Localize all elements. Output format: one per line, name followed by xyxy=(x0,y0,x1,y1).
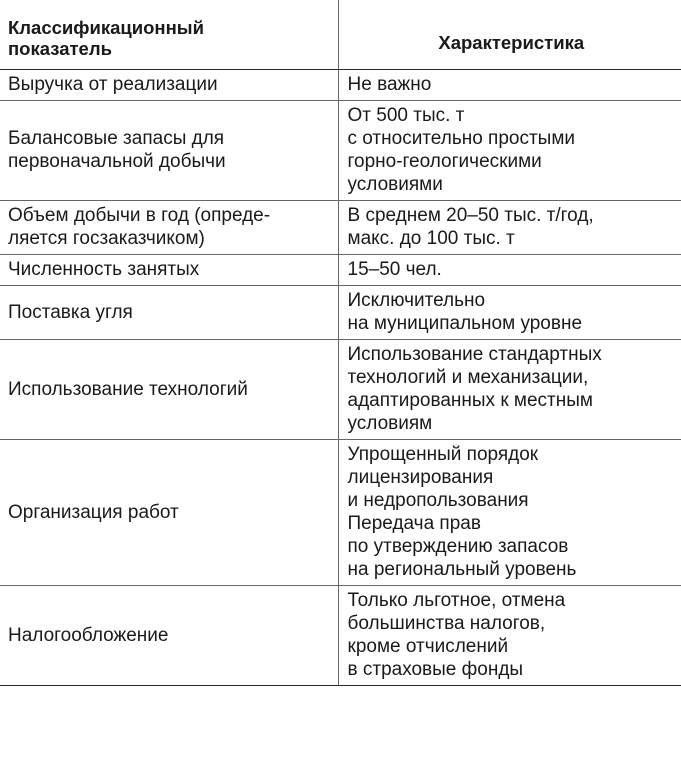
characteristic-line: по утверждению запасов xyxy=(347,536,569,557)
characteristic-line: и недропользования xyxy=(347,490,529,511)
table-row xyxy=(0,286,681,340)
indicator-text: Выручка от реализации xyxy=(8,74,218,95)
characteristic-line: В среднем 20–50 тыс. т/год, xyxy=(347,205,594,226)
characteristic-line: адаптированных к местным xyxy=(347,390,593,411)
table-header-row xyxy=(0,0,681,70)
characteristic-line: горно-геологическими xyxy=(347,151,542,172)
indicator-text: Поставка угля xyxy=(8,301,133,323)
table-row xyxy=(0,201,681,255)
indicator-text: Использование технологий xyxy=(8,378,248,400)
characteristic-line: большинства налогов, xyxy=(347,613,546,634)
indicator-text: Организация работ xyxy=(8,501,179,523)
indicator-cell xyxy=(0,255,338,286)
characteristic-cell xyxy=(338,255,681,286)
indicator-text-line-2: первоначальной добычи xyxy=(8,151,226,172)
table-row xyxy=(0,340,681,440)
characteristic-line: кроме отчислений xyxy=(347,636,509,657)
table-row xyxy=(0,586,681,686)
characteristic-line: в страховые фонды xyxy=(347,659,524,680)
characteristic-cell xyxy=(338,201,681,255)
characteristic-line: Использование стандартных xyxy=(347,344,602,365)
indicator-cell xyxy=(0,440,338,586)
characteristic-cell xyxy=(338,70,681,101)
header-indicator-line-1: Классификационный xyxy=(8,17,204,38)
characteristic-cell xyxy=(338,101,681,201)
table-row xyxy=(0,255,681,286)
indicator-text: Численность занятых xyxy=(8,259,200,280)
table-row xyxy=(0,101,681,201)
characteristic-line: на муниципальном уровне xyxy=(347,313,583,334)
header-characteristic: Характеристика xyxy=(338,0,681,70)
characteristic-cell xyxy=(338,286,681,340)
table-row xyxy=(0,440,681,586)
characteristic-line: Упрощенный порядок xyxy=(347,444,539,465)
indicator-text-line-1: Балансовые запасы для xyxy=(8,128,225,149)
characteristic-line: Только льготное, отмена xyxy=(347,590,566,611)
characteristic-line: макс. до 100 тыс. т xyxy=(347,228,515,249)
indicator-cell xyxy=(0,586,338,686)
indicator-cell xyxy=(0,70,338,101)
characteristic-line: Не важно xyxy=(347,74,432,95)
header-indicator-line-2: показатель xyxy=(8,38,112,59)
characteristic-line: технологий и механизации, xyxy=(347,367,589,388)
indicator-cell xyxy=(0,340,338,440)
characteristic-line: на региональный уровень xyxy=(347,559,577,580)
indicator-text: Налогообложение xyxy=(8,624,169,646)
header-indicator xyxy=(0,0,338,70)
characteristic-line: условиям xyxy=(347,413,433,434)
characteristic-cell xyxy=(338,440,681,586)
characteristic-line: Исключительно xyxy=(347,290,486,311)
table-row xyxy=(0,70,681,101)
indicator-cell xyxy=(0,201,338,255)
indicator-cell xyxy=(0,286,338,340)
characteristic-line: 15–50 чел. xyxy=(347,259,442,280)
indicator-cell xyxy=(0,101,338,201)
characteristic-line: От 500 тыс. т xyxy=(347,105,465,126)
characteristic-cell xyxy=(338,340,681,440)
characteristic-line: с относительно простыми xyxy=(347,128,576,149)
indicator-text-line-1: Объем добычи в год (опреде- xyxy=(8,205,271,226)
characteristic-line: Передача прав xyxy=(347,513,481,534)
characteristic-line: лицензирования xyxy=(347,467,494,488)
characteristic-line: условиями xyxy=(347,174,443,195)
characteristic-cell xyxy=(338,586,681,686)
indicator-text-line-2: ляется госзаказчиком) xyxy=(8,228,205,249)
